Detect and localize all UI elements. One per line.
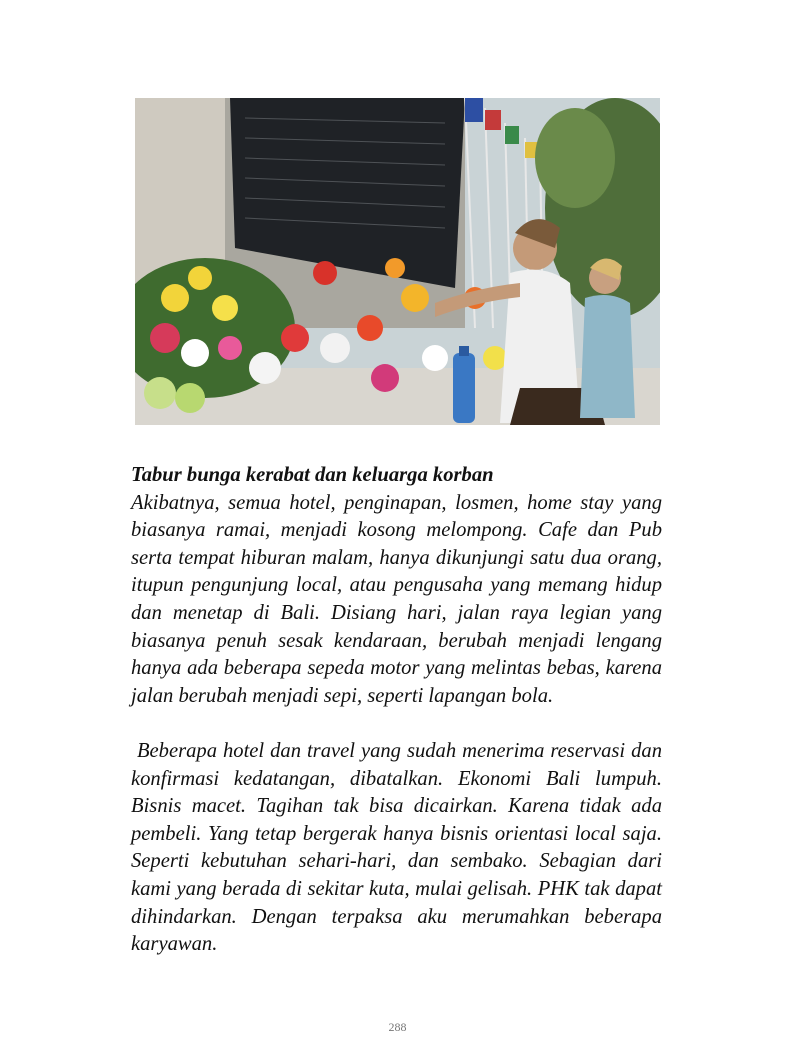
photo-caption: Tabur bunga kerabat dan keluarga korban xyxy=(131,464,494,486)
memorial-flowers-photo xyxy=(135,98,660,425)
body-text xyxy=(131,462,662,959)
page-number: 288 xyxy=(388,1020,407,1034)
paragraph-1: Akibatnya, semua hotel, penginapan, losmen, home stay yang biasanya ramai, menjadi kosong melompong. Cafe dan Pub serta tempat hiburan malam, hanya dikunjungi satu dua orang, itupun pengunjung local, atau pengusaha yang memang hidup dan menetap di Bali. Disiang hari, jalan raya legian yang biasanya penuh sesak kendaraan, berubah menjadi lengang hanya ada beberapa sepeda motor yang melintas bebas, karena jalan berubah menjadi sepi, seperti lapangan bola. xyxy=(131,491,662,707)
paragraph-2: Beberapa hotel dan travel yang sudah menerima reservasi dan konfirmasi kedatangan, dibatalkan. Ekonomi Bali lumpuh. Bisnis macet. Tagihan tak bisa dicairkan. Karena tidak ada pembeli. Yang tetap bergerak hanya bisnis orientasi local saja. Seperti kebutuhan sehari-hari, dan sembako. Sebagian dari kami yang berada di sekitar kuta, mulai gelisah. PHK tak dapat dihindarkan. Dengan terpaksa aku merumahkan beberapa karyawan. xyxy=(131,739,662,956)
photo-illustration xyxy=(135,98,660,425)
